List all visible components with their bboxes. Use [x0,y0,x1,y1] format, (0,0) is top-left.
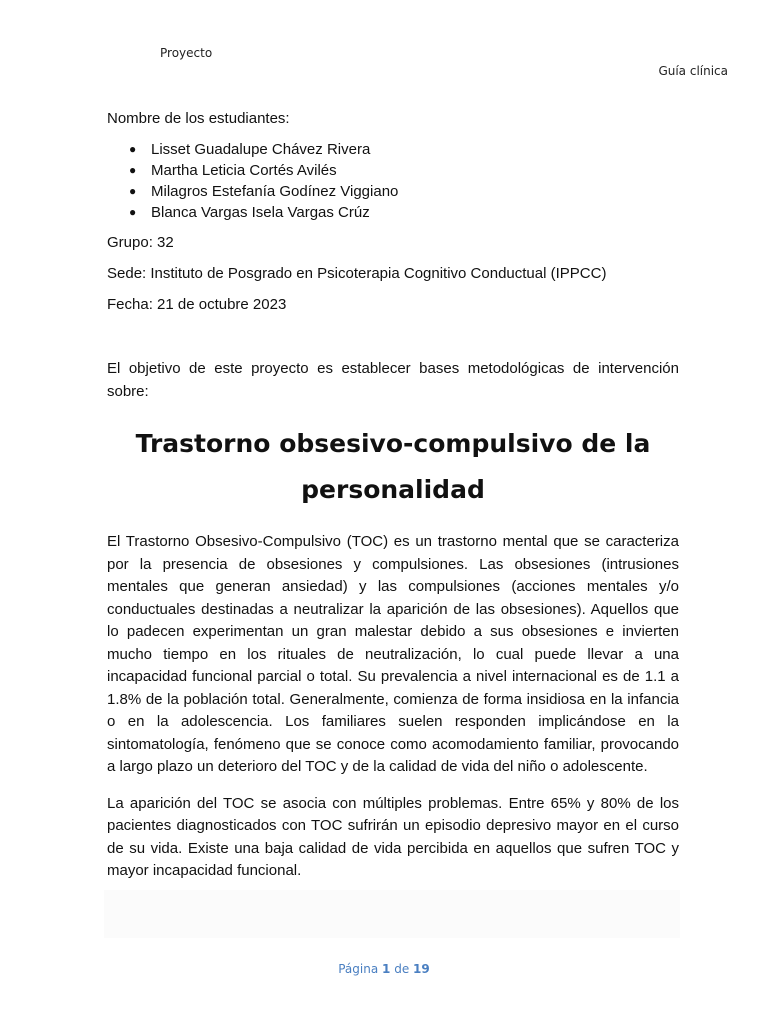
header-guide-label: Guía clínica [658,64,728,78]
footer-of-word: de [394,962,410,976]
footer-current-page: 1 [382,962,391,976]
document-body [107,108,679,897]
students-list [107,139,679,223]
student-item: ● Blanca Vargas Isela Vargas Crúz [107,202,679,223]
document-title: Trastorno obsesivo-compulsivo de la personalidad [135,429,651,504]
students-label: Nombre de los estudiantes: [107,110,290,127]
header-project-label: Proyecto [160,46,213,60]
student-item: ● Lisset Guadalupe Chávez Rivera [107,139,679,160]
student-item: ● Martha Leticia Cortés Avilés [107,160,679,181]
body-paragraph: La aparición del TOC se asocia con múltiples problemas. Entre 65% y 80% de los pacientes diagnosticados con TOC sufrirán un episodio depresivo mayor en el curso de su vida. Existe una baja calidad de vida percibida en aquellos que sufren TOC y mayor incapacidad funcional. [107,794,679,879]
venue-line: Sede: Instituto de Posgrado en Psicoterapia Cognitivo Conductual (IPPCC) [107,265,607,282]
objective-text: El objetivo de este proyecto es establecer bases metodológicas de intervención sobre: [107,360,679,400]
group-line: Grupo: 32 [107,234,174,251]
page-footer [0,962,768,976]
footer-total-pages: 19 [413,962,430,976]
body-paragraph: El Trastorno Obsesivo-Compulsivo (TOC) es un trastorno mental que se caracteriza por la presencia de obsesiones y compulsiones. Las obsesiones (intrusiones mentales que generan ansiedad) y las compulsiones (acciones mentales y/o conductuales destinadas a neutralizar la aparición de las obsesiones). Aquellos que lo padecen experimentan un gran malestar debido a sus obsesiones e invierten mucho tiempo en los rituales de neutralización, lo cual puede llevar a una incapacidad funcional parcial o total. Su prevalencia a nivel internacional es de 1.1 a 1.8% de la población total. Generalmente, comienza de forma insidiosa en la infancia o en la adolescencia. Los familiares suelen responden implicándose en la sintomatología, fenómeno que se conoce como acomodamiento familiar, provocando a largo plazo un deterioro del TOC y de la calidad de vida del niño o adolescente. [107,533,679,775]
page-bottom-band [104,890,680,938]
footer-page-word: Página [338,962,379,976]
student-item: ● Milagros Estefanía Godínez Viggiano [107,181,679,202]
date-line: Fecha: 21 de octubre 2023 [107,296,287,313]
spacer [107,325,679,358]
